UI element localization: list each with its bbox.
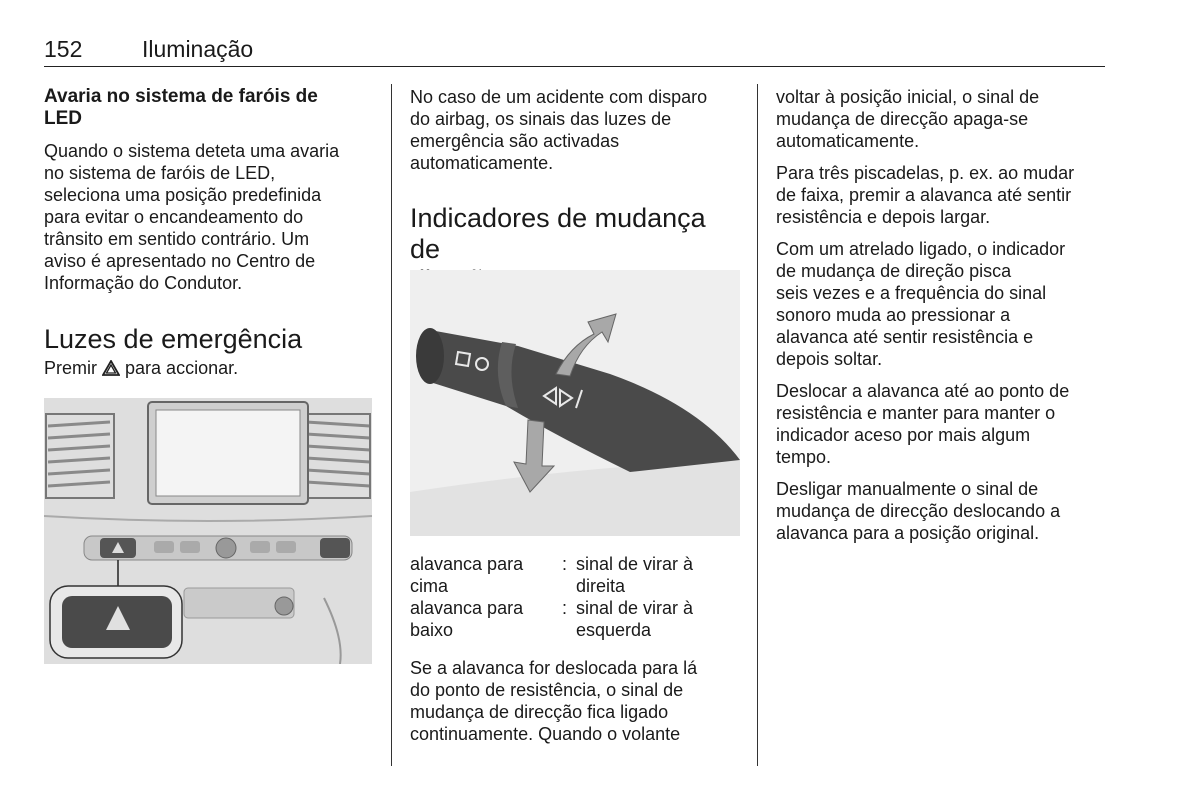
heading-emergency-lights: Luzes de emergência xyxy=(44,324,303,354)
heading-turn-indicators: Indicadores de mudança de xyxy=(410,203,706,264)
page-header xyxy=(44,36,1105,67)
resistance-text: Se a alavanca for deslocada para lá do ponto de resistência, o sinal de mudança de direcção fica ligado continuamente. Quando o volante xyxy=(410,658,698,744)
hazard-warning-icon xyxy=(102,359,120,381)
column-divider xyxy=(391,84,392,766)
paragraph-three-flashes: Para três piscadelas, p. ex. ao mudar de faixa, premir a alavanca até sentir resistência e depois largar. xyxy=(776,163,1075,227)
paragraph-volante: voltar à posição inicial, o sinal de mudança de direcção apaga-se automaticamente. xyxy=(776,87,1040,151)
turn-signal-lever-figure xyxy=(410,270,740,536)
heading-led-failure: Avaria no sistema de faróis de LED xyxy=(44,86,318,129)
paragraph-hold-lever: Deslocar a alavanca até ao ponto de resistência e manter para manter o indicador aceso por mais algum tempo. xyxy=(776,381,1070,467)
paragraph-trailer: Com um atrelado ligado, o indicador de mudança de direção pisca seis vezes e a frequência do sinal sonoro muda ao pressionar a alavanca até sentir resistência e depois soltar. xyxy=(776,239,1066,369)
column-divider xyxy=(757,84,758,766)
lever-legend xyxy=(410,553,740,641)
chapter-title: Iluminação xyxy=(142,36,254,62)
airbag-text: No caso de um acidente com disparo do airbag, os sinais das luzes de emergência são activadas automaticamente. xyxy=(410,87,708,173)
legend-row: alavanca para cima : sinal de virar à direita xyxy=(410,554,694,596)
emergency-instruction: Premir para accionar. xyxy=(44,357,376,381)
paragraph-manual-off: Desligar manualmente o sinal de mudança de direcção deslocando a alavanca para a posição original. xyxy=(776,479,1061,543)
legend-row: alavanca para baixo : sinal de virar à esquerda xyxy=(410,598,694,640)
column-2 xyxy=(410,86,742,296)
column-1 xyxy=(44,86,376,381)
column-3 xyxy=(776,86,1108,544)
dashboard-figure xyxy=(44,398,372,664)
page-number: 152 xyxy=(44,36,83,62)
led-failure-text: Quando o sistema deteta uma avaria no sistema de faróis de LED, seleciona uma posição predefinida para evitar o encandeamento do trânsito em sentido contrário. Um aviso é apresentado no Centro de Informação do Condutor. xyxy=(44,141,340,293)
